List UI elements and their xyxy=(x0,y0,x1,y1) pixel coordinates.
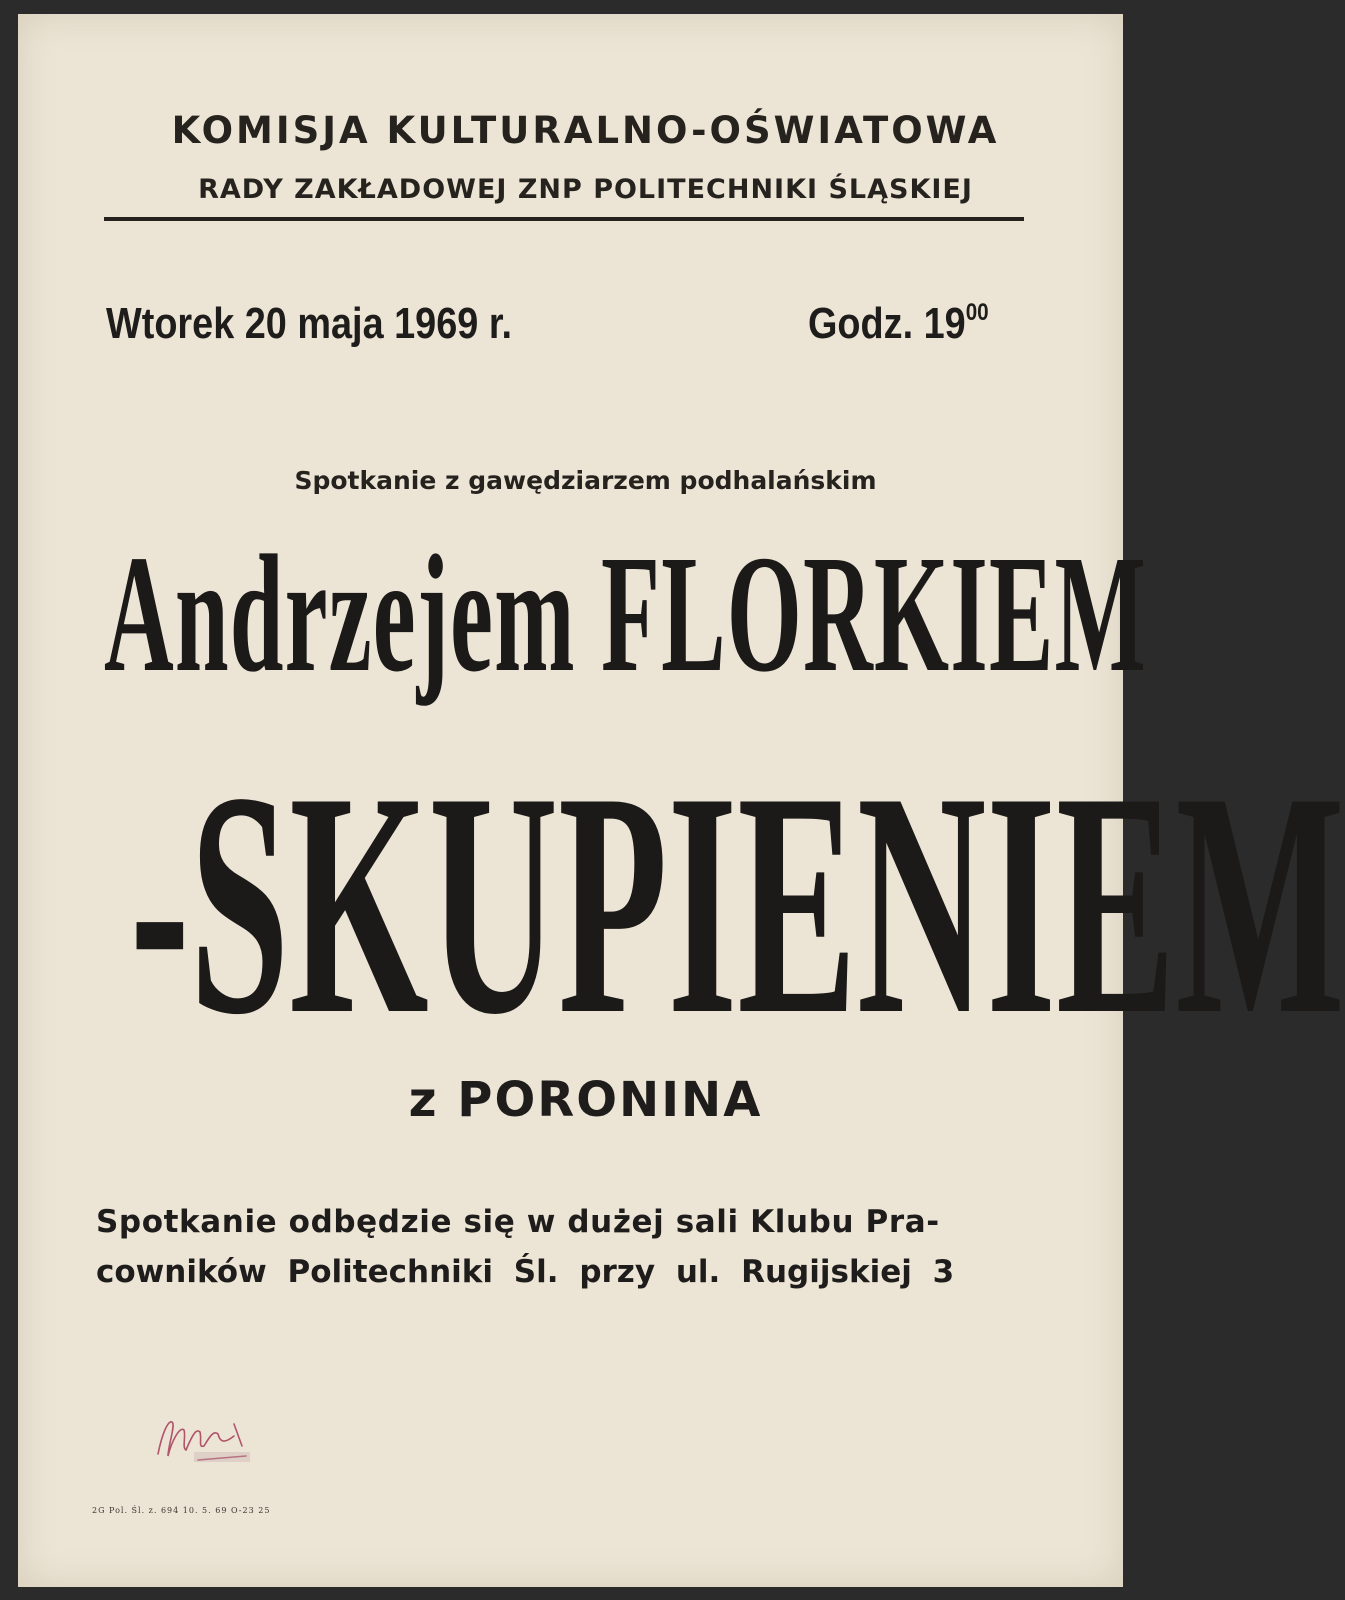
venue-line1: Spotkanie odbędzie się w dużej sali Klubu Pra- xyxy=(96,1204,940,1240)
organizer-subtitle: RADY ZAKŁADOWEJ ZNP POLITECHNIKI ŚLĄSKIEJ xyxy=(198,174,973,205)
guest-name-line1: Andrzejem FLORKIEM xyxy=(104,521,1147,707)
event-time xyxy=(808,299,989,349)
organizer-title: KOMISJA KULTURALNO-OŚWIATOWA xyxy=(171,109,1000,152)
event-date: Wtorek 20 maja 1969 r. xyxy=(106,299,512,348)
event-time-minutes: 00 xyxy=(965,299,989,326)
guest-name-line2: -SKUPIENIEM xyxy=(130,727,1345,1081)
printer-imprint: 2G Pol. Śl. z. 694 10. 5. 69 O-23 25 xyxy=(92,1506,271,1515)
event-time-hour: Godz. 19 xyxy=(808,299,966,348)
venue-info xyxy=(96,1197,1031,1297)
guest-origin: z PORONINA xyxy=(408,1072,763,1128)
venue-line2: cowników Politechniki Śl. przy ul. Rugijskiej 3 xyxy=(96,1254,955,1290)
poster xyxy=(18,14,1345,1587)
event-intro: Spotkanie z gawędziarzem podhalańskim xyxy=(294,466,877,495)
signature-stamp xyxy=(138,1406,278,1476)
header-divider xyxy=(104,217,1024,221)
